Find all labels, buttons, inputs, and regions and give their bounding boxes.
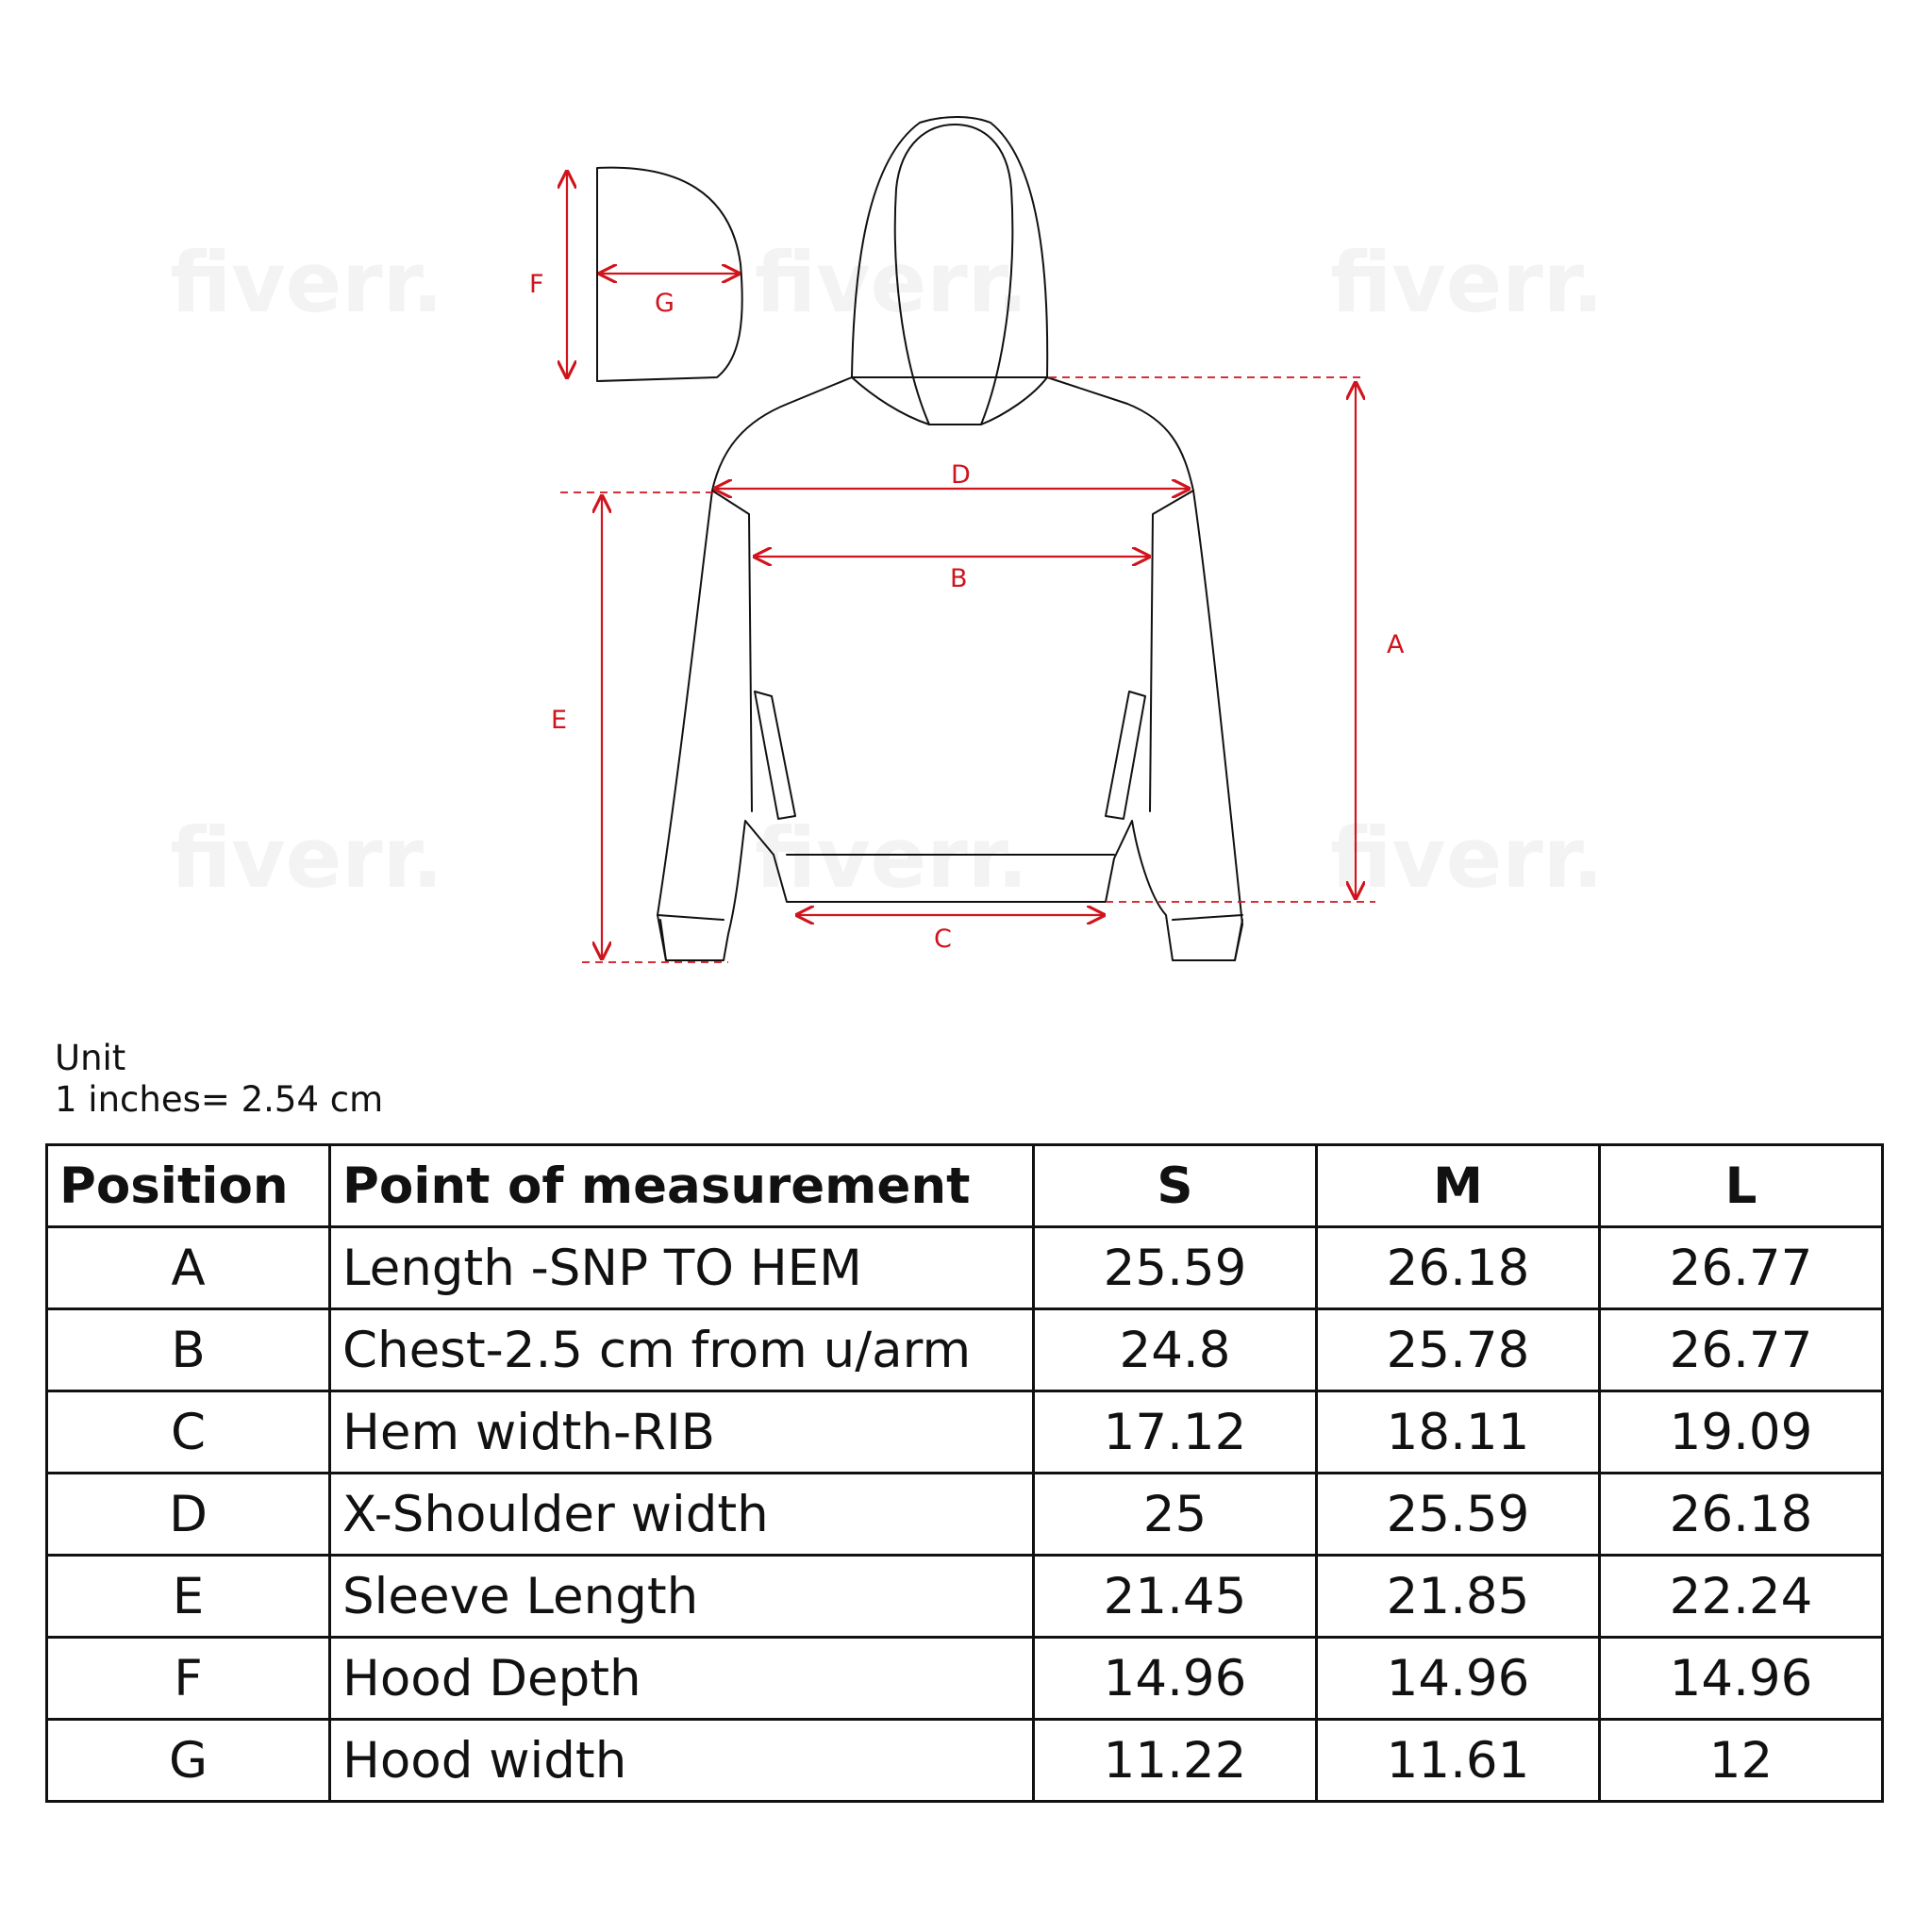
header-point-of-measurement: Point of measurement — [330, 1145, 1034, 1227]
cell-s: 14.96 — [1034, 1638, 1317, 1720]
cell-l: 22.24 — [1600, 1556, 1883, 1638]
table-row — [47, 1638, 1883, 1720]
cuff-left — [658, 915, 724, 960]
unit-conversion: 1 inches= 2.54 cm — [55, 1079, 384, 1120]
table-row — [47, 1391, 1883, 1474]
dim-d-label: D — [951, 460, 971, 490]
header-size-l: L — [1600, 1145, 1883, 1227]
cell-m: 18.11 — [1317, 1391, 1600, 1474]
cell-point: Length -SNP TO HEM — [330, 1227, 1034, 1309]
cell-point: Hem width-RIB — [330, 1391, 1034, 1474]
cell-position: C — [47, 1391, 330, 1474]
cell-s: 25.59 — [1034, 1227, 1317, 1309]
cell-s: 17.12 — [1034, 1391, 1317, 1474]
pocket-left — [755, 691, 795, 819]
dim-g-label: G — [655, 289, 675, 318]
watermark-text: fiverr. — [755, 809, 1028, 907]
header-position: Position — [47, 1145, 330, 1227]
cell-point: Sleeve Length — [330, 1556, 1034, 1638]
table-row — [47, 1720, 1883, 1802]
dim-b-label: B — [950, 564, 968, 593]
table-row — [47, 1309, 1883, 1391]
cell-position: G — [47, 1720, 330, 1802]
dim-e-label: E — [551, 706, 568, 735]
cell-s: 25 — [1034, 1474, 1317, 1556]
cell-l: 12 — [1600, 1720, 1883, 1802]
watermark-text: fiverr. — [1330, 809, 1604, 907]
watermark-text: fiverr. — [755, 234, 1028, 331]
dim-a-label: A — [1387, 630, 1405, 659]
cuff-right — [1173, 915, 1242, 960]
pocket-right — [1106, 691, 1145, 819]
dim-c-label: C — [934, 924, 952, 954]
dim-f-label: F — [529, 270, 544, 299]
cell-m: 25.78 — [1317, 1309, 1600, 1391]
unit-title: Unit — [55, 1038, 126, 1078]
cell-l: 26.18 — [1600, 1474, 1883, 1556]
cell-l: 14.96 — [1600, 1638, 1883, 1720]
unit-note — [55, 1038, 383, 1121]
cell-m: 11.61 — [1317, 1720, 1600, 1802]
table-row — [47, 1474, 1883, 1556]
cell-point: Hood width — [330, 1720, 1034, 1802]
watermark-text: fiverr. — [1330, 234, 1604, 331]
cell-position: D — [47, 1474, 330, 1556]
table-header-row — [47, 1145, 1883, 1227]
cell-m: 21.85 — [1317, 1556, 1600, 1638]
measurement-table — [45, 1143, 1884, 1803]
cell-m: 14.96 — [1317, 1638, 1600, 1720]
cell-s: 21.45 — [1034, 1556, 1317, 1638]
cell-position: E — [47, 1556, 330, 1638]
watermarks — [170, 234, 1604, 907]
watermark-text: fiverr. — [170, 809, 443, 907]
table-row — [47, 1556, 1883, 1638]
cell-s: 11.22 — [1034, 1720, 1317, 1802]
cell-point: Hood Depth — [330, 1638, 1034, 1720]
cell-s: 24.8 — [1034, 1309, 1317, 1391]
cell-position: F — [47, 1638, 330, 1720]
underarm-right — [1150, 491, 1193, 811]
cell-l: 26.77 — [1600, 1227, 1883, 1309]
cell-m: 25.59 — [1317, 1474, 1600, 1556]
table-row — [47, 1227, 1883, 1309]
cell-point: X-Shoulder width — [330, 1474, 1034, 1556]
watermark-text: fiverr. — [170, 234, 443, 331]
underarm-left — [712, 491, 752, 811]
cell-position: A — [47, 1227, 330, 1309]
cell-m: 26.18 — [1317, 1227, 1600, 1309]
header-size-s: S — [1034, 1145, 1317, 1227]
cell-l: 26.77 — [1600, 1309, 1883, 1391]
header-size-m: M — [1317, 1145, 1600, 1227]
cell-position: B — [47, 1309, 330, 1391]
cell-l: 19.09 — [1600, 1391, 1883, 1474]
cell-point: Chest-2.5 cm from u/arm — [330, 1309, 1034, 1391]
